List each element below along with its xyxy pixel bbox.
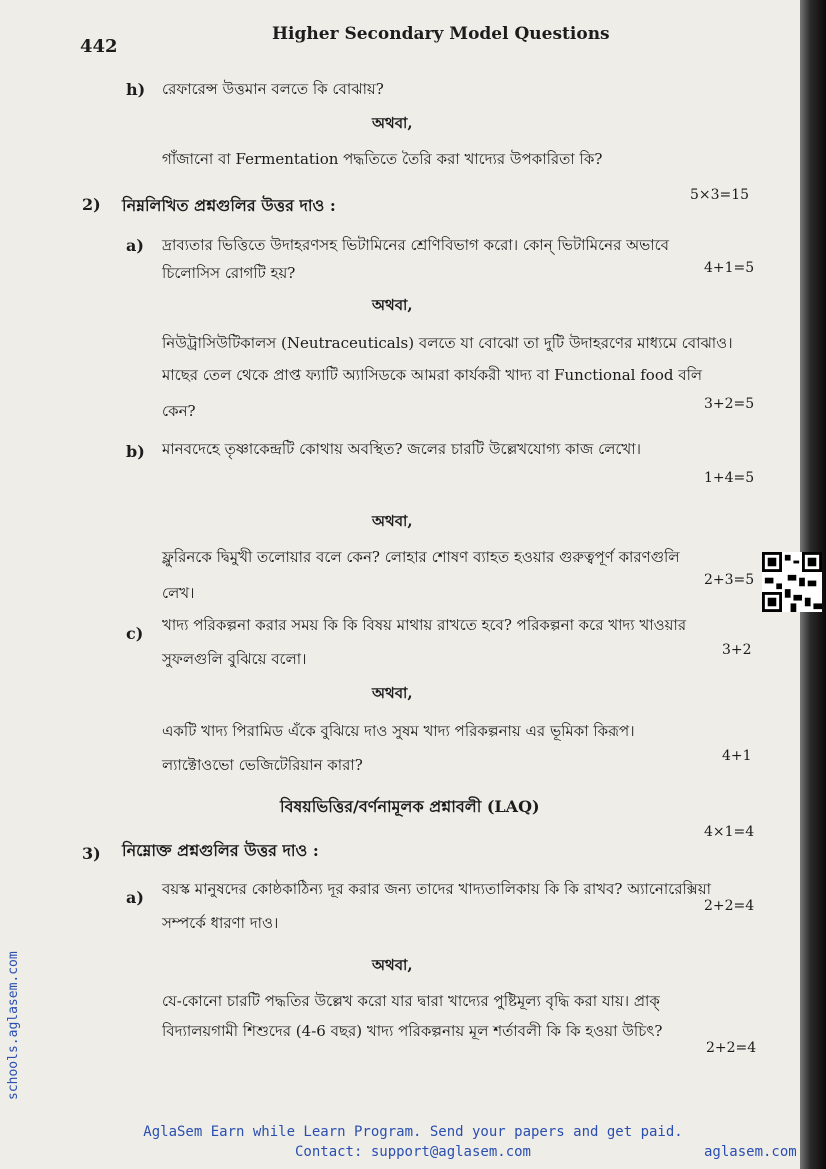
laq-heading: বিষয়ভিত্তির/বর্ণনামূলক প্রশ্নাবলী (LAQ) (280, 797, 540, 816)
q2a-alt-line3: কেন? (162, 402, 196, 420)
q2c-line1: খাদ্য পরিকল্পনা করার সময় কি কি বিষয় মাথায় রাখতে হবে? পরিকল্পনা করে খাদ্য খাওয়ার (162, 616, 687, 634)
q2a-alt-line1: নিউট্রাসিউটিকালস (Neutraceuticals) বলতে যা বোঝো তা দুটি উদাহরণের মাধ্যমে বোঝাও। (162, 334, 733, 352)
q2c-label: c) (126, 624, 144, 643)
footer-contact[interactable]: Contact: support@aglasem.com (294, 1144, 531, 1160)
q3-marks: 4×1=4 (704, 824, 755, 840)
q2a-line1: দ্রাব্যতার ভিত্তিতে উদাহরণসহ ভিটামিনের শ্রেণিবিভাগ করো। কোন্ ভিটামিনের অভাবে (162, 236, 669, 254)
q3-title: নিম্নোক্ত প্রশ্নগুলির উত্তর দাও : (122, 841, 319, 860)
or-divider: অথবা, (372, 114, 413, 132)
page-header-title: Higher Secondary Model Questions (272, 24, 610, 44)
q1h-label: h) (126, 80, 146, 99)
side-watermark: schools.aglasem.com (6, 951, 21, 1100)
q2c-marks: 3+2 (722, 642, 752, 658)
q2a-alt-marks: 3+2=5 (704, 396, 755, 412)
qr-code-icon (762, 552, 822, 612)
q2c-line2: সুফলগুলি বুঝিয়ে বলো। (162, 650, 307, 668)
or-divider: অথবা, (372, 956, 413, 974)
q3a-line1: বয়স্ক মানুষদের কোষ্ঠকাঠিন্য দূর করার জন্য তাদের খাদ্যতালিকায় কি কি রাখব? অ্যানোরেক্সিয়া (162, 880, 712, 898)
q2b-line1: মানবদেহে তৃষ্ণাকেন্দ্রটি কোথায় অবস্থিত? জলের চারটি উল্লেখযোগ্য কাজ লেখো। (162, 440, 641, 458)
q2b-label: b) (126, 442, 145, 461)
q3a-alt-line1: যে-কোনো চারটি পদ্ধতির উল্লেখ করো যার দ্বারা খাদ্যের পুষ্টিমূল্য বৃদ্ধি করা যায়। প্রাক্ (162, 992, 660, 1010)
q3-number: 3) (82, 844, 101, 863)
q3a-alt-line2: বিদ্যালয়গামী শিশুদের (4-6 বছর) খাদ্য পরিকল্পনায় মূল শর্তাবলী কি কি হওয়া উচিৎ? (162, 1022, 663, 1040)
q2-number: 2) (82, 195, 101, 214)
q2-title: নিম্নলিখিত প্রশ্নগুলির উত্তর দাও : (122, 196, 336, 215)
q2b-alt-marks: 2+3=5 (704, 572, 755, 588)
q2a-alt-line2: মাছের তেল থেকে প্রাপ্ত ফ্যাটি অ্যাসিডকে আমরা কার্যকরী খাদ্য বা Functional food বলি (162, 366, 703, 384)
q3a-label: a) (126, 888, 144, 907)
q2a-line2: চিলোসিস রোগটি হয়? (162, 264, 296, 282)
footer-line1: AglaSem Earn while Learn Program. Send your papers and get paid. (143, 1124, 683, 1140)
q2c-alt-line1: একটি খাদ্য পিরামিড এঁকে বুঝিয়ে দাও সুষম খাদ্য পরিকল্পনায় এর ভূমিকা কিরূপ। (162, 722, 635, 740)
footer-site[interactable]: aglasem.com (704, 1144, 797, 1160)
q3a-marks: 2+2=4 (704, 898, 755, 914)
q1h-text: রেফারেন্স উত্তমান বলতে কি বোঝায়? (162, 80, 384, 98)
q2-marks: 5×3=15 (690, 187, 750, 203)
q2b-alt-line2: লেখ। (162, 584, 195, 602)
q2a-marks: 4+1=5 (704, 260, 755, 276)
q3a-alt-marks: 2+2=4 (706, 1040, 757, 1056)
q2c-alt-line2: ল্যাক্টোওভো ভেজিটেরিয়ান কারা? (162, 756, 363, 774)
q1h-alt-text: গাঁজানো বা Fermentation পদ্ধতিতে তৈরি করা খাদ্যের উপকারিতা কি? (162, 150, 603, 168)
q2c-alt-marks: 4+1 (722, 748, 752, 764)
or-divider: অথবা, (372, 512, 413, 530)
q3a-line2: সম্পর্কে ধারণা দাও। (162, 914, 279, 932)
or-divider: অথবা, (372, 684, 413, 702)
q2b-marks: 1+4=5 (704, 470, 755, 486)
page-number: 442 (80, 36, 118, 57)
or-divider: অথবা, (372, 296, 413, 314)
q2b-alt-line1: ফ্লুরিনকে দ্বিমুখী তলোয়ার বলে কেন? লোহার শোষণ ব্যাহত হওয়ার গুরুত্বপূর্ণ কারণগুলি (162, 548, 680, 566)
q2a-label: a) (126, 236, 144, 255)
